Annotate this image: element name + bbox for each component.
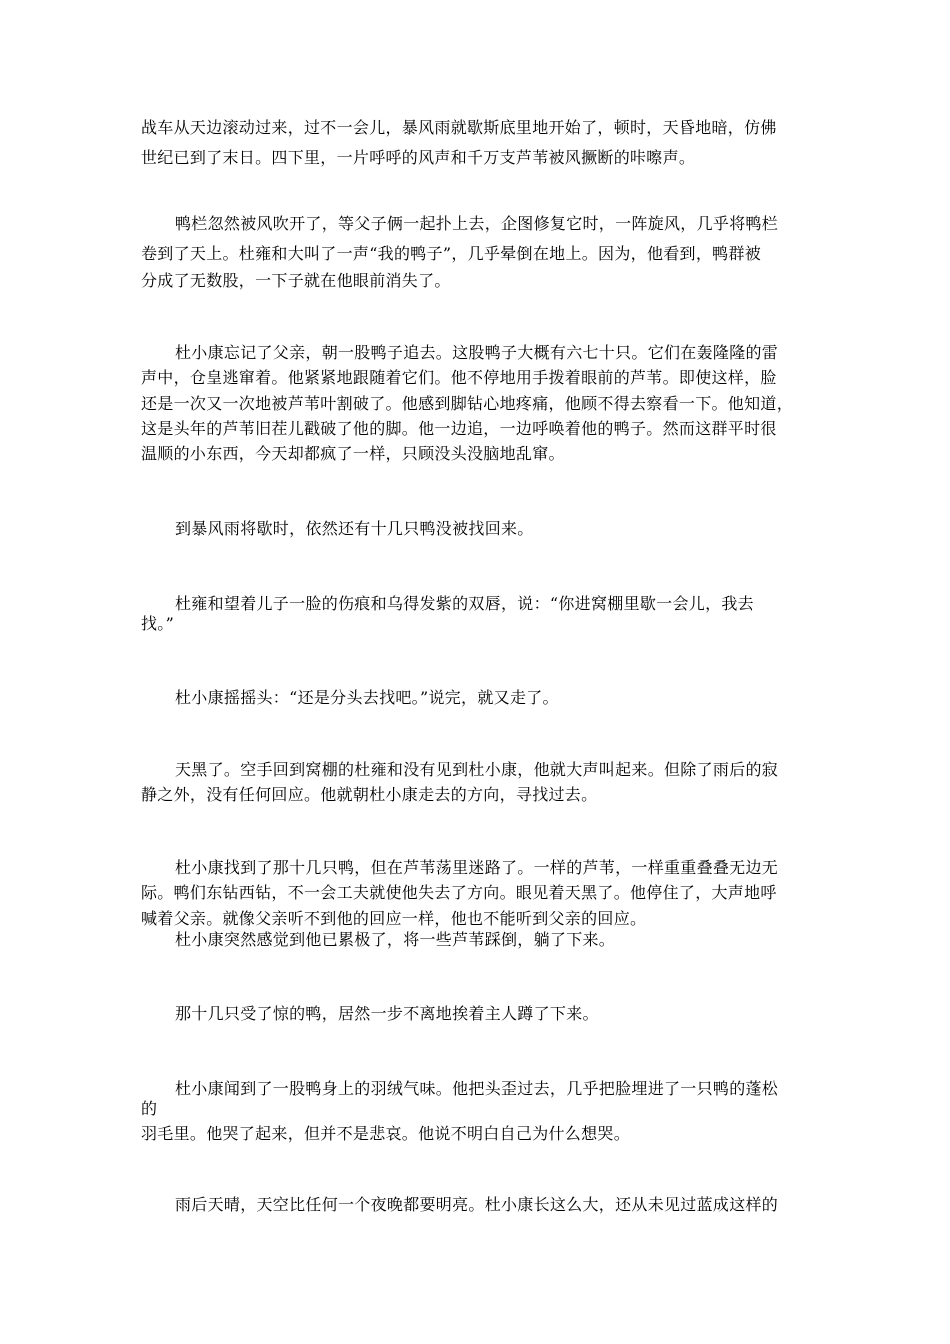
text-line: 这是头年的芦苇旧茬儿戳破了他的脚。他一边追，一边呼唤着他的鸭子。然而这群平时很 <box>141 419 777 438</box>
text-line: 世纪已到了末日。四下里，一片呼呼的风声和千万支芦苇被风撅断的咔嚓声。 <box>141 148 696 167</box>
text-line: 卷到了天上。杜雍和大叫了一声“我的鸭子”，几乎晕倒在地上。因为，他看到，鸭群被 <box>141 244 762 263</box>
text-line: 分成了无数股，一下子就在他眼前消失了。 <box>141 271 451 290</box>
text-line: 杜小康找到了那十几只鸭，但在芦苇荡里迷路了。一样的芦苇，一样重重叠叠无边无 <box>175 858 779 877</box>
text-line: 羽毛里。他哭了起来，但并不是悲哀。他说不明白自己为什么想哭。 <box>141 1124 631 1143</box>
text-line: 到暴风雨将歇时，依然还有十几只鸭没被找回来。 <box>175 519 534 538</box>
text-line: 杜小康突然感觉到他已累极了，将一些芦苇踩倒，躺了下来。 <box>175 930 616 949</box>
text-line: 找。” <box>141 614 175 633</box>
text-line: 杜雍和望着儿子一脸的伤痕和乌得发紫的双唇，说：“你进窝棚里歇一会儿，我去 <box>175 594 754 613</box>
text-line: 天黑了。空手回到窝棚的杜雍和没有见到杜小康，他就大声叫起来。但除了雨后的寂 <box>175 760 779 779</box>
text-line: 战车从天边滚动过来，过不一会儿，暴风雨就歇斯底里地开始了，顿时，天昏地暗，仿佛 <box>141 118 777 137</box>
text-line: 还是一次又一次地被芦苇叶割破了。他感到脚钻心地疼痛，他顾不得去察看一下。他知道， <box>141 394 794 413</box>
text-line: 喊着父亲。就像父亲听不到他的回应一样，他也不能听到父亲的回应。 <box>141 909 647 928</box>
text-line: 那十几只受了惊的鸭，居然一步不离地挨着主人蹲了下来。 <box>175 1004 599 1023</box>
text-line: 温顺的小东西，今天却都疯了一样，只顾没头没脑地乱窜。 <box>141 444 565 463</box>
text-line: 杜小康摇摇头：“还是分头去找吧。”说完，就又走了。 <box>175 688 559 707</box>
text-line: 杜小康闻到了一股鸭身上的羽绒气味。他把头歪过去，几乎把脸埋进了一只鸭的蓬松 <box>175 1079 779 1098</box>
text-line: 鸭栏忽然被风吹开了，等父子俩一起扑上去，企图修复它时，一阵旋风，几乎将鸭栏 <box>175 214 779 233</box>
text-line: 声中，仓皇逃窜着。他紧紧地跟随着它们。他不停地用手拨着眼前的芦苇。即使这样，脸 <box>141 368 777 387</box>
text-line: 雨后天晴，天空比任何一个夜晚都要明亮。杜小康长这么大，还从未见过蓝成这样的 <box>175 1195 779 1214</box>
text-line: 际。鸭们东钻西钻，不一会工夫就使他失去了方向。眼见着天黑了。他停住了，大声地呼 <box>141 883 777 902</box>
text-line: 杜小康忘记了父亲，朝一股鸭子追去。这股鸭子大概有六七十只。它们在轰隆隆的雷 <box>175 343 779 362</box>
text-line: 静之外，没有任何回应。他就朝杜小康走去的方向，寻找过去。 <box>141 785 598 804</box>
text-line: 的 <box>141 1099 158 1118</box>
